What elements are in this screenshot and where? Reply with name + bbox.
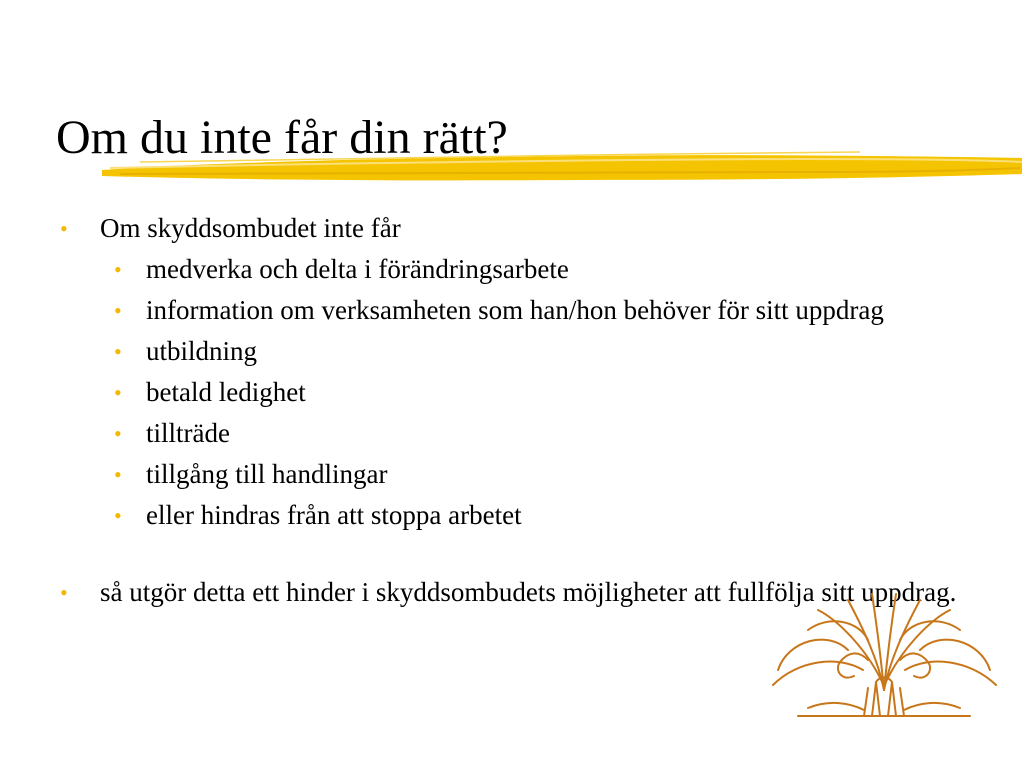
sub-list-item: [56, 376, 976, 409]
sub-bullet-text: betald ledighet: [146, 377, 306, 407]
bullet-icon: •: [114, 503, 122, 528]
sub-bullet-text: information om verksamheten som han/hon behöver för sitt uppdrag: [146, 295, 884, 325]
list-item: [56, 212, 976, 245]
sub-list-item: [56, 335, 976, 368]
bullet-icon: •: [114, 257, 122, 282]
bullet-list: [56, 212, 976, 609]
sub-list-item: [56, 253, 976, 286]
sub-bullet-text: tillträde: [146, 418, 230, 448]
sub-list-item: [56, 417, 976, 450]
sub-list-item: [56, 294, 976, 327]
sub-bullet-text: tillgång till handlingar: [146, 459, 388, 489]
sub-bullet-text: medverka och delta i förändringsarbete: [146, 254, 569, 284]
sub-list-item: [56, 499, 976, 532]
bullet-text: så utgör detta ett hinder i skyddsombudets möjligheter att fullfölja sitt uppdrag.: [100, 577, 957, 607]
bullet-icon: •: [114, 339, 122, 364]
bullet-icon: •: [114, 421, 122, 446]
tree-logo-icon: [768, 590, 1000, 722]
sub-bullet-text: eller hindras från att stoppa arbetet: [146, 500, 522, 530]
bullet-icon: •: [60, 216, 68, 241]
sub-list-item: [56, 458, 976, 491]
bullet-icon: •: [114, 298, 122, 323]
bullet-text: Om skyddsombudet inte får: [100, 213, 401, 243]
slide-title: Om du inte får din rätt?: [56, 111, 508, 164]
bullet-icon: •: [60, 580, 68, 605]
bullet-icon: •: [114, 462, 122, 487]
bullet-icon: •: [114, 380, 122, 405]
sub-bullet-text: utbildning: [146, 336, 258, 366]
